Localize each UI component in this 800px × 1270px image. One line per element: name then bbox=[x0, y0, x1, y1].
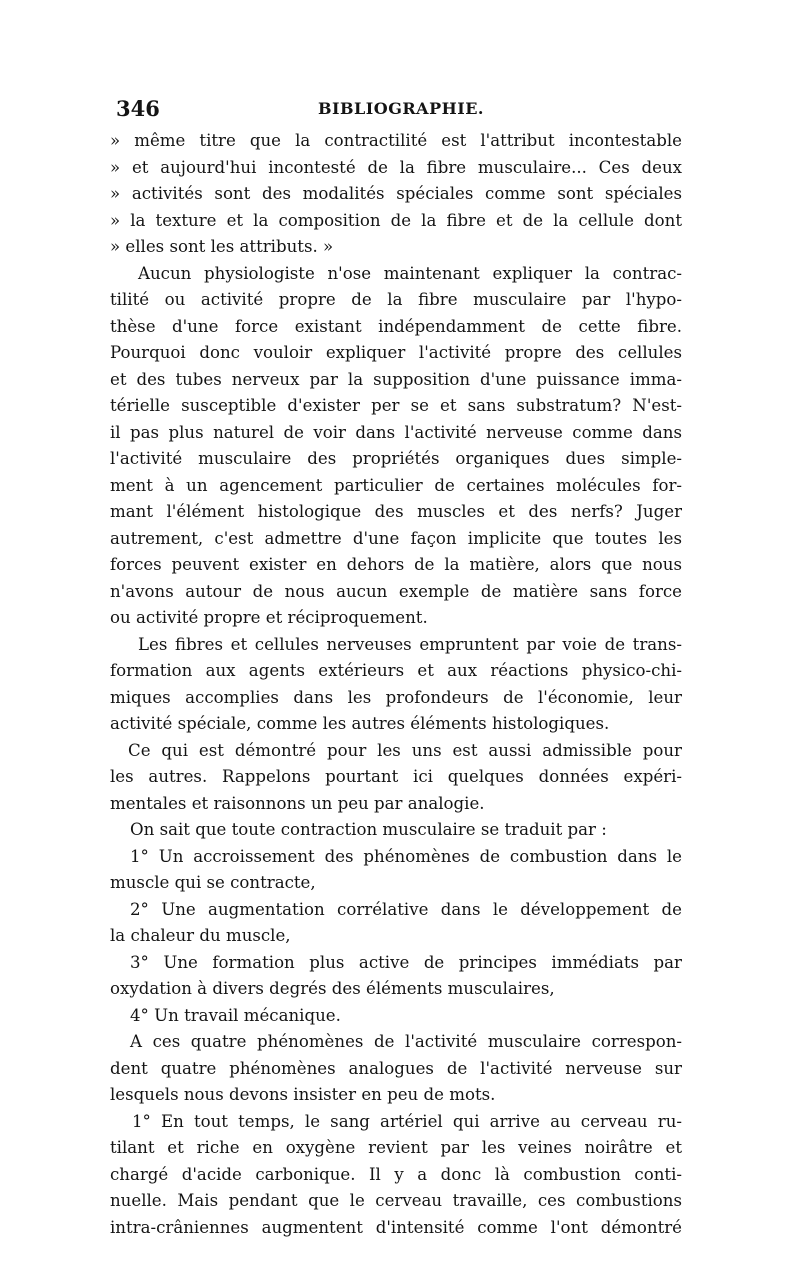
text-line: On sait que toute contraction musculaire se traduit par : bbox=[130, 820, 607, 839]
text-line: tilité ou activité propre de la fibre musculaire par l'hypo- bbox=[110, 290, 682, 309]
text-line: ou activité propre et réciproquement. bbox=[110, 608, 428, 627]
text-line: 1° Un accroissement des phénomènes de combustion dans le bbox=[130, 846, 682, 866]
text-line: Pourquoi donc vouloir expliquer l'activité propre des cellules bbox=[110, 343, 682, 362]
text-line: tilant et riche en oxygène revient par les veines noirâtre et bbox=[110, 1138, 682, 1157]
text-line: chargé d'acide carbonique. Il y a donc là combustion conti- bbox=[110, 1164, 682, 1184]
text-line: les autres. Rappelons pourtant ici quelques données expéri- bbox=[110, 767, 682, 786]
text-line: l'activité musculaire des propriétés organiques dues simple- bbox=[110, 449, 682, 468]
text-line: n'avons autour de nous aucun exemple de matière sans force bbox=[110, 581, 682, 601]
text-line: il pas plus naturel de voir dans l'activité nerveuse comme dans bbox=[110, 422, 682, 442]
text-line: et des tubes nerveux par la supposition d'une puissance imma- bbox=[110, 369, 682, 389]
page-header bbox=[116, 96, 686, 126]
text-line: formation aux agents extérieurs et aux réactions physico-chi- bbox=[110, 661, 682, 680]
text-line: » elles sont les attributs. » bbox=[110, 237, 334, 256]
text-line: 1° En tout temps, le sang artériel qui arrive au cerveau ru- bbox=[132, 1111, 682, 1131]
page-number: 346 bbox=[116, 96, 160, 121]
text-line: lesquels nous devons insister en peu de mots. bbox=[110, 1085, 496, 1104]
text-line: thèse d'une force existant indépendamment de cette fibre. bbox=[110, 316, 682, 336]
body-text bbox=[110, 128, 682, 1241]
text-line: » la texture et la composition de la fibre et de la cellule dont bbox=[110, 210, 682, 230]
text-line: la chaleur du muscle, bbox=[110, 926, 291, 945]
text-line: 4° Un travail mécanique. bbox=[130, 1005, 341, 1025]
text-line: nuelle. Mais pendant que le cerveau travaille, ces combustions bbox=[110, 1191, 682, 1210]
text-line: muscle qui se contracte, bbox=[110, 873, 316, 892]
text-line: mentales et raisonnons un peu par analogie. bbox=[110, 793, 485, 813]
text-line: 2° Une augmentation corrélative dans le développement de bbox=[130, 899, 682, 919]
text-line: forces peuvent exister en dehors de la matière, alors que nous bbox=[110, 555, 682, 574]
text-line: ment à un agencement particulier de certaines molécules for- bbox=[110, 475, 682, 495]
text-line: Aucun physiologiste n'ose maintenant expliquer la contrac- bbox=[138, 263, 682, 283]
text-line: dent quatre phénomènes analogues de l'activité nerveuse sur bbox=[110, 1058, 682, 1078]
text-line: » même titre que la contractilité est l'attribut incontestable bbox=[110, 131, 682, 150]
text-line: autrement, c'est admettre d'une façon implicite que toutes les bbox=[110, 528, 682, 548]
text-line: Les fibres et cellules nerveuses empruntent par voie de trans- bbox=[138, 634, 682, 654]
text-line: Ce qui est démontré pour les uns est aussi admissible pour bbox=[128, 740, 682, 760]
text-line: térielle susceptible d'exister per se et sans substratum? N'est- bbox=[110, 396, 682, 415]
text-line: intra-crâniennes augmentent d'intensité comme l'ont démontré bbox=[110, 1217, 682, 1237]
running-title: BIBLIOGRAPHIE. bbox=[318, 99, 484, 118]
text-line: » activités sont des modalités spéciales comme sont spéciales bbox=[110, 184, 682, 203]
text-line: oxydation à divers degrés des éléments musculaires, bbox=[110, 979, 555, 998]
text-line: mant l'élément histologique des muscles et des nerfs? Juger bbox=[110, 502, 682, 521]
text-line: » et aujourd'hui incontesté de la fibre musculaire... Ces deux bbox=[110, 157, 682, 177]
text-line: activité spéciale, comme les autres éléments histologiques. bbox=[110, 714, 610, 733]
text-line: miques accomplies dans les profondeurs de l'économie, leur bbox=[110, 687, 682, 707]
text-line: A ces quatre phénomènes de l'activité musculaire correspon- bbox=[130, 1032, 682, 1051]
text-line: 3° Une formation plus active de principes immédiats par bbox=[130, 952, 682, 972]
